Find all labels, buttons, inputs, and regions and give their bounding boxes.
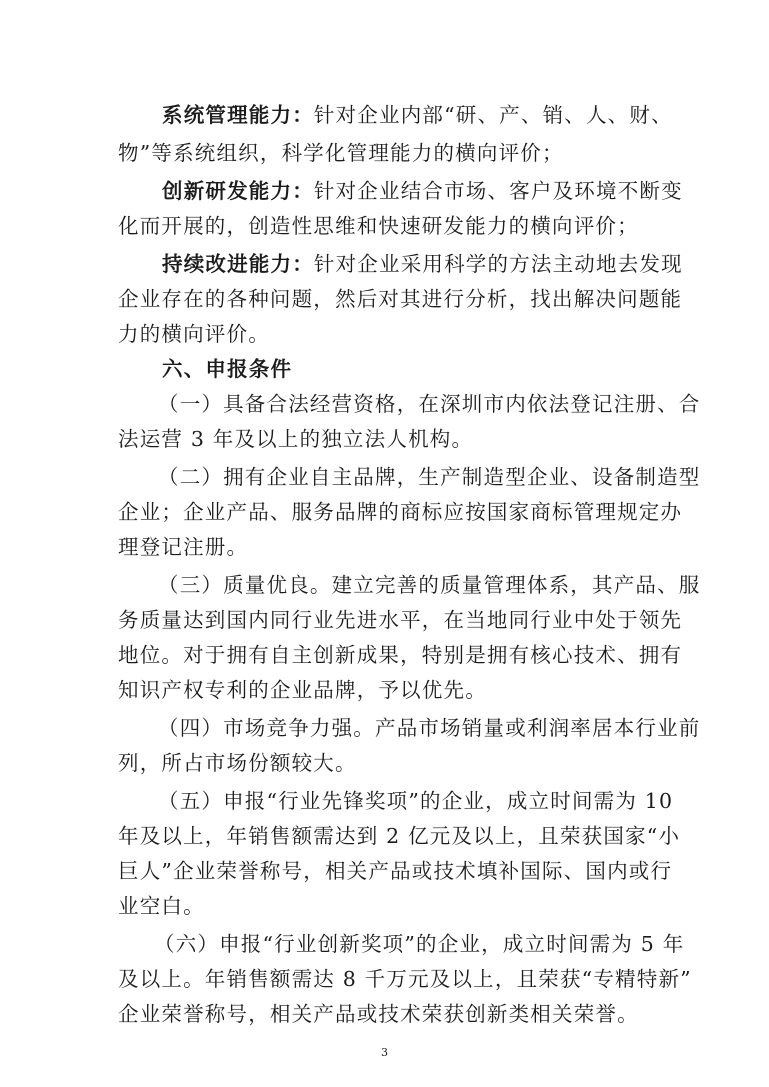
condition-4-line-1: （四）市场竞争力强。产品市场销量或利润率居本行业前 <box>158 716 701 740</box>
condition-1-line-1: （一）具备合法经营资格，在深圳市内依法登记注册、合 <box>158 392 701 416</box>
condition-5-line-2: 年及以上，年销售额需达到 2 亿元及以上，且荣获国家“小 <box>118 824 681 848</box>
paragraph-innovation-rd-line-2: 化而开展的，创造性思维和快速研发能力的横向评价； <box>118 214 639 238</box>
condition-6-line-2: 及以上。年销售额需达 8 千万元及以上，且荣获“专精特新” <box>118 967 692 991</box>
term-continuous-improvement: 持续改进能力： <box>162 252 314 276</box>
paragraph-continuous-improvement-line-1: 持续改进能力：针对企业采用科学的方法主动地去发现 <box>162 252 683 276</box>
condition-2-line-1: （二）拥有企业自主品牌，生产制造型企业、设备制造型 <box>158 465 701 489</box>
term-innovation-rd: 创新研发能力： <box>162 179 314 203</box>
condition-3-line-4: 知识产权专利的企业品牌，予以优先。 <box>118 678 487 702</box>
condition-2-line-2: 企业；企业产品、服务品牌的商标应按国家商标管理规定办 <box>118 500 683 524</box>
paragraph-continuous-improvement-line-2: 企业存在的各种问题，然后对其进行分析，找出解决问题能 <box>118 287 683 311</box>
section-heading: 六、申报条件 <box>162 357 293 381</box>
page-number: 3 <box>381 1046 388 1059</box>
condition-5-line-1: （五）申报“行业先锋奖项”的企业，成立时间需为 10 <box>158 789 674 813</box>
condition-6-line-1: （六）申报“行业创新奖项”的企业，成立时间需为 5 年 <box>154 932 685 956</box>
term-system-management: 系统管理能力： <box>162 103 314 127</box>
condition-5-line-3: 巨人”企业荣誉称号，相关产品或技术填补国际、国内或行 <box>118 859 673 883</box>
condition-1-line-2: 法运营 3 年及以上的独立法人机构。 <box>118 427 474 451</box>
condition-5-line-4: 业空白。 <box>118 894 205 918</box>
condition-3-line-2: 务质量达到国内同行业先进水平，在当地同行业中处于领先 <box>118 608 683 632</box>
condition-3-line-3: 地位。对于拥有自主创新成果，特别是拥有核心技术、拥有 <box>118 643 683 667</box>
paragraph-innovation-rd-line-1: 创新研发能力：针对企业结合市场、客户及环境不断变 <box>162 179 683 203</box>
condition-2-line-3: 理登记注册。 <box>118 535 249 559</box>
condition-4-line-2: 列，所占市场份额较大。 <box>118 751 357 775</box>
paragraph-continuous-improvement-line-3: 力的横向评价。 <box>118 322 270 346</box>
condition-3-line-1: （三）质量优良。建立完善的质量管理体系，其产品、服 <box>158 573 701 597</box>
paragraph-system-management-line-1: 系统管理能力：针对企业内部“研、产、销、人、财、 <box>162 103 673 127</box>
paragraph-system-management-line-2: 物”等系统组织，科学化管理能力的横向评价； <box>118 141 564 165</box>
condition-6-line-3: 企业荣誉称号，相关产品或技术荣获创新类相关荣誉。 <box>118 1002 639 1026</box>
